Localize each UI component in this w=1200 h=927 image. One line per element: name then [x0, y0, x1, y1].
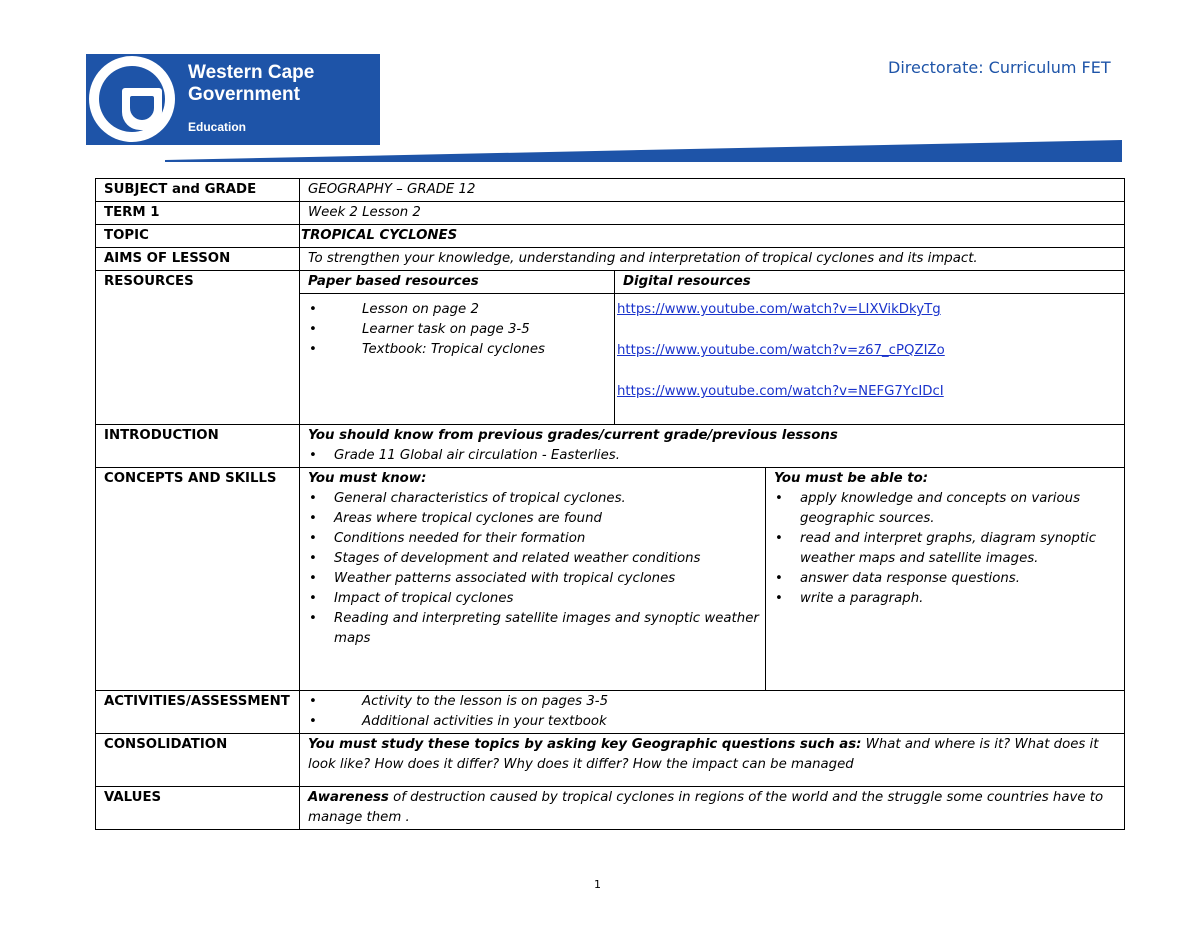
label-resources: RESOURCES [96, 271, 300, 425]
list-item: • Additional activities in your textbook [308, 712, 1118, 732]
label-values: VALUES [96, 787, 300, 830]
list-item: • General characteristics of tropical cyclones. [308, 489, 759, 509]
consolidation-bold: You must study these topics by asking key Geographic questions such as: [308, 737, 862, 752]
values-text: of destruction caused by tropical cyclones in regions of the world and the struggle some countries have to manage them . [308, 790, 1104, 825]
list-item: • Stages of development and related weather conditions [308, 549, 759, 569]
row-aims [96, 248, 1125, 271]
must-be-able-heading: You must be able to: [774, 471, 929, 486]
value-introduction [300, 425, 1125, 468]
digital-resources [615, 294, 1125, 425]
value-topic: TROPICAL CYCLONES [300, 225, 1125, 248]
must-be-able-cell [766, 468, 1125, 691]
header-divider [165, 138, 1122, 162]
logo-subtitle: Education [188, 120, 247, 134]
label-consolidation: CONSOLIDATION [96, 734, 300, 787]
row-activities [96, 691, 1125, 734]
coat-of-arms-icon [89, 56, 175, 142]
label-activities: ACTIVITIES/ASSESSMENT [96, 691, 300, 734]
introduction-heading: You should know from previous grades/current grade/previous lessons [308, 428, 838, 443]
row-introduction [96, 425, 1125, 468]
logo-title: Western Cape Government [188, 62, 315, 105]
list-item: • apply knowledge and concepts on various geographic sources. [774, 489, 1118, 529]
label-topic: TOPIC [96, 225, 300, 248]
lesson-plan-table [95, 178, 1125, 830]
digital-resources-heading: Digital resources [615, 271, 1125, 294]
page-number: 1 [594, 878, 601, 891]
list-item: • Areas where tropical cyclones are found [308, 509, 759, 529]
list-item: • answer data response questions. [774, 569, 1118, 589]
row-concepts [96, 468, 1125, 691]
list-item: • Textbook: Tropical cyclones [308, 340, 608, 360]
list-item: • Activity to the lesson is on pages 3-5 [308, 692, 1118, 712]
directorate-label: Directorate: Curriculum FET [888, 58, 1111, 77]
must-know-cell [300, 468, 766, 691]
label-introduction: INTRODUCTION [96, 425, 300, 468]
value-subject: GEOGRAPHY – GRADE 12 [300, 179, 1125, 202]
list-item: • Grade 11 Global air circulation - Easterlies. [308, 446, 1118, 466]
youtube-link-2[interactable]: https://www.youtube.com/watch?v=z67_cPQZIZo [617, 343, 945, 358]
row-consolidation [96, 734, 1125, 787]
row-topic [96, 225, 1125, 248]
list-item: • Conditions needed for their formation [308, 529, 759, 549]
paper-resources [300, 294, 615, 425]
row-subject [96, 179, 1125, 202]
label-term: TERM 1 [96, 202, 300, 225]
value-values [300, 787, 1125, 830]
consolidation-text: What and where is it? What does it look like? How does it differ? Why does it differ? How the impact can be managed [308, 737, 1099, 772]
values-bold: Awareness [308, 790, 389, 805]
value-consolidation [300, 734, 1125, 787]
list-item: • Weather patterns associated with tropical cyclones [308, 569, 759, 589]
youtube-link-3[interactable]: https://www.youtube.com/watch?v=NEFG7YcIDcI [617, 384, 944, 399]
row-term [96, 202, 1125, 225]
youtube-link-1[interactable]: https://www.youtube.com/watch?v=LIXVikDkyTg [617, 302, 941, 317]
list-item: • read and interpret graphs, diagram synoptic weather maps and satellite images. [774, 529, 1118, 569]
list-item: • Impact of tropical cyclones [308, 589, 759, 609]
label-aims: AIMS OF LESSON [96, 248, 300, 271]
list-item: • Reading and interpreting satellite images and synoptic weather maps [308, 609, 759, 649]
row-resources-heading [96, 271, 1125, 294]
label-concepts: CONCEPTS AND SKILLS [96, 468, 300, 691]
label-subject: SUBJECT and GRADE [96, 179, 300, 202]
row-values [96, 787, 1125, 830]
list-item: • Learner task on page 3-5 [308, 320, 608, 340]
must-know-heading: You must know: [308, 471, 427, 486]
western-cape-logo [86, 54, 380, 145]
value-term: Week 2 Lesson 2 [300, 202, 1125, 225]
list-item: • Lesson on page 2 [308, 300, 608, 320]
value-aims: To strengthen your knowledge, understanding and interpretation of tropical cyclones and its impact. [300, 248, 1125, 271]
paper-resources-heading: Paper based resources [300, 271, 615, 294]
list-item: • write a paragraph. [774, 589, 1118, 609]
value-activities [300, 691, 1125, 734]
